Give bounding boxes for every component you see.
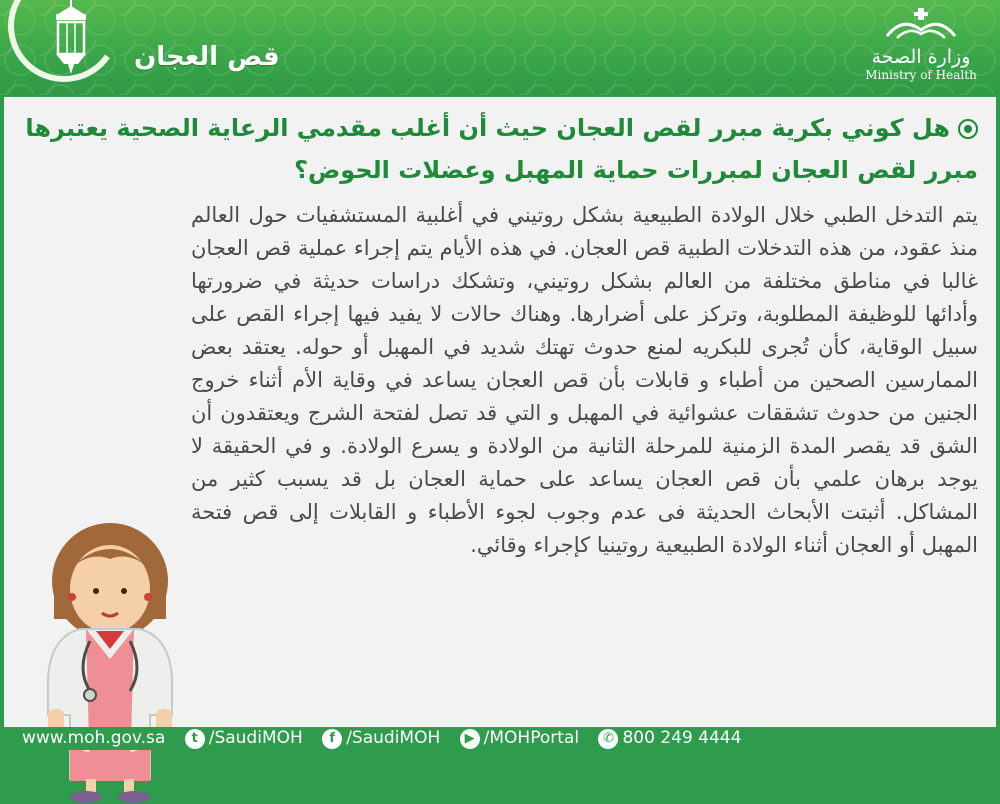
question-text: هل كوني بكرية مبرر لقص العجان حيث أن أغلب مقدمي الرعاية الصحية يعتبرها مبرر لقص العجان لمبررات حماية المهبل وعضلات الحوض؟ xyxy=(25,114,978,184)
footer-facebook[interactable]: /SaudiMOH xyxy=(346,728,441,748)
footer-website[interactable]: www.moh.gov.sa xyxy=(22,728,166,748)
moh-emblem-icon xyxy=(881,6,961,46)
body-paragraph: يتم التدخل الطبي خلال الولادة الطبيعية بشكل روتيني في أغلبية المستشفيات حول العالم منذ عقود، من هذه التدخلات الطبية قص العجان. في هذه الأيام يتم إجراء عملية قص العجان غالبا في مناطق مختلفة من العالم بشكل روتيني، وتشكك دراسات حديثة في ضرورتها وأدائها للوظيفة المطلوبة، وتركز على أضرارها. وهناك حالات لا يفيد فيها إجراء القص على سبيل الوقاية، كأن تُجرى للبكريه لمنع حدوث تهتك شديد في المهبل أو حوله. يعتقد بعض الممارسين الصحين من أطباء و قابلات بأن قص العجان يساعد في وقاية الأم أثناء خروج الجنين من حدوث تشققات عشوائية في المهبل و التي قد تصل لفتحة الشرج ويعتقدون أن الشق قد يقصر المدة الزمنية للمرحلة الثانية من الولادة و يسرع الولادة. و في الحقيقة لا يوجد برهان علمي بأن قص العجان يساعد على حماية العجان بل قد يسبب كثير من المشاكل. أثبتت الأبحاث الحديثة فى عدم وجوب لجوء الأطباء و القابلات إلى قص فتحة المهبل أو العجان أثناء الولادة الطبيعية روتينيا كإجراء وقائي. xyxy=(191,203,978,557)
lantern-icon xyxy=(44,0,98,78)
twitter-icon[interactable]: t xyxy=(185,729,205,749)
youtube-icon[interactable]: ▶ xyxy=(460,729,480,749)
footer-bar xyxy=(0,727,1000,750)
moh-logo xyxy=(856,6,986,92)
ministry-name-arabic: وزارة الصحة xyxy=(871,46,971,68)
ministry-name-english: Ministry of Health xyxy=(865,68,977,82)
content-panel xyxy=(4,97,996,727)
footer-twitter[interactable]: /SaudiMOH xyxy=(208,728,303,748)
bullet-icon xyxy=(958,119,978,139)
phone-icon[interactable]: ✆ xyxy=(598,729,618,749)
footer-youtube[interactable]: /MOHPortal xyxy=(483,728,580,748)
question-heading xyxy=(18,107,978,191)
header-banner xyxy=(0,0,1000,95)
page-title: قص العجان xyxy=(134,42,280,72)
facebook-icon[interactable]: f xyxy=(322,729,342,749)
doctor-illustration xyxy=(30,519,190,804)
footer-phone[interactable]: 800 249 4444 xyxy=(622,728,742,748)
